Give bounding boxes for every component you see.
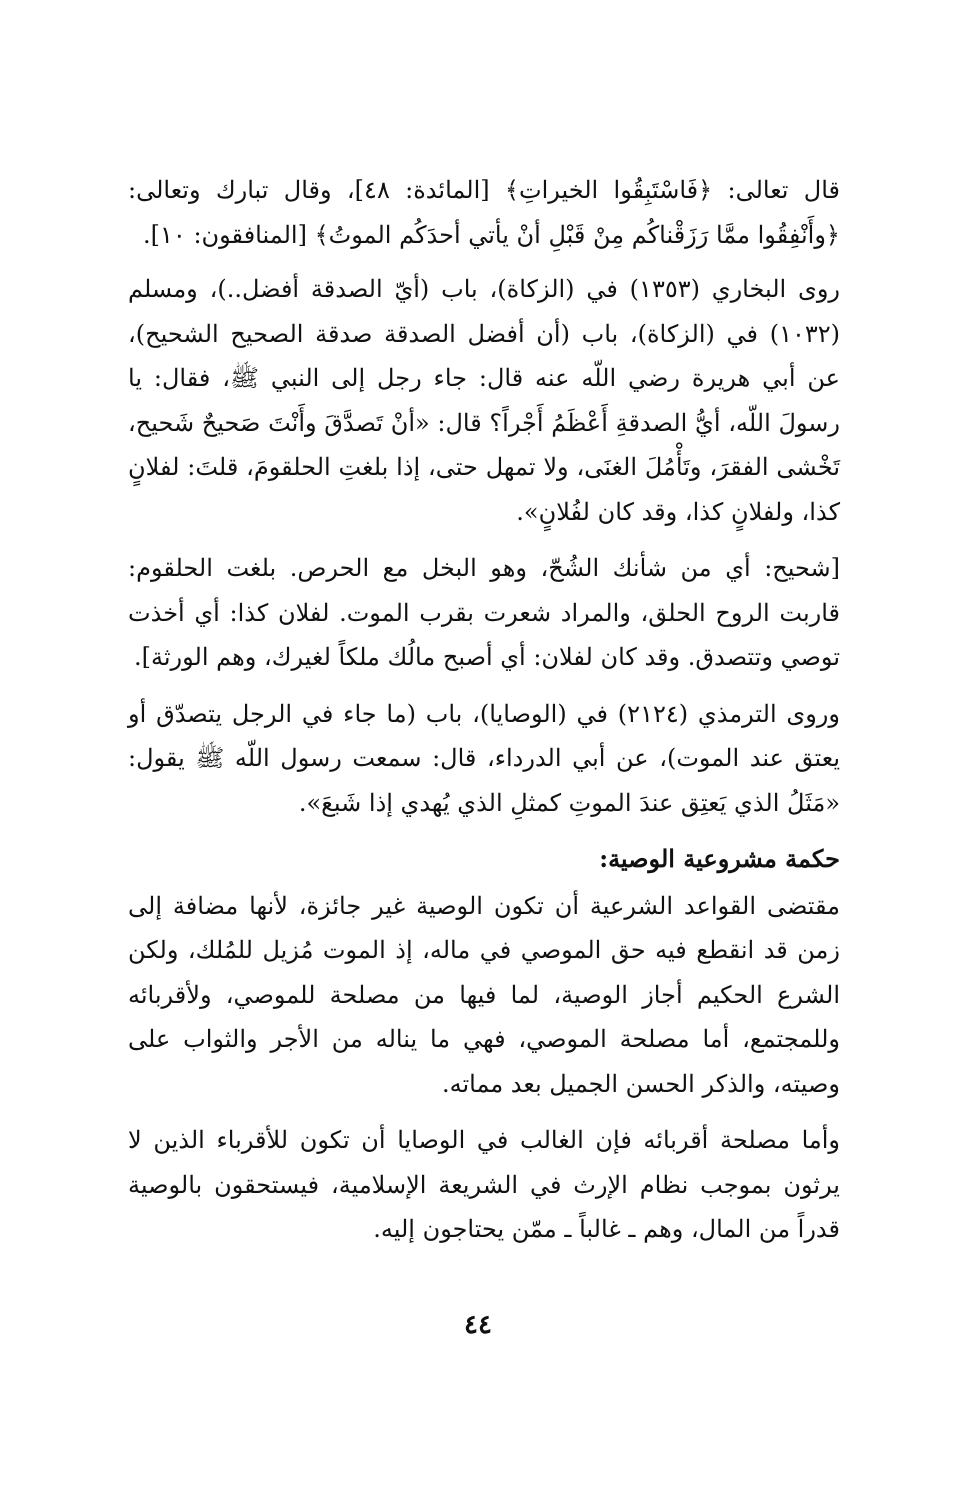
section-heading: حكمة مشروعية الوصية: [599,844,840,873]
relatives-benefit-paragraph: وأما مصلحة أقربائه فإن الغالب في الوصايا أن تكون للأقرباء الذين لا يرثون بموجب نظام الإرث في الشريعة الإسلامية، فيستحقون بالوصية قدراً من المال، وهم ـ غالباً ـ ممّن يحتاجون إليه. [128,1126,840,1243]
glossary-paragraph: [شحيح: أي من شأنك الشُحّ، وهو البخل مع الحرص. بلغت الحلقوم: قاربت الروح الحلق، والمراد شعرت بقرب الموت. لفلان كذا: أي أخذت توصي وتتصدق. وقد كان لفلان: أي أصبح مالُك ملكاً لغيرك، وهم الورثة]. [128,554,840,671]
page-body [128,168,840,1264]
tirmidhi-hadith-paragraph: وروى الترمذي (٢١٢٤) في (الوصايا)، باب (ما جاء في الرجل يتصدّق أو يعتق عند الموت)، عن أبي الدرداء، قال: سمعت رسول اللّه ﷺ يقول: «مَثَلُ الذي يَعتِق عندَ الموتِ كمثلِ الذي يُهدي إذا شَبعَ». [128,699,840,817]
bukhari-hadith-paragraph: روى البخاري (١٣٥٣) في (الزكاة)، باب (أيّ الصدقة أفضل..)، ومسلم (١٠٣٢) في (الزكاة)، باب (أن أفضل الصدقة صدقة الصحيح الشحيح)، عن أبي هريرة رضي اللّه عنه قال: جاء رجل إلى النبي ﷺ، فقال: يا رسولَ اللّه، أيُّ الصدقةِ أَعْظَمُ أَجْراً؟ قال: «أنْ تَصدَّقَ وأَنْتَ صَحيحٌ شَحيح، تَخْشى الفقرَ، وتَأْمُلَ الغنَى، ولا تمهل حتى، إذا بلغتِ الحلقومَ، قلتَ: لفلانٍ كذا، ولفلانٍ كذا، وقد كان لفُلانٍ». [128,275,840,526]
quran-verses-paragraph: قال تعالى: ﴿فَاسْتَبِقُوا الخيراتِ﴾ [المائدة: ٤٨]، وقال تبارك وتعالى: ﴿وأَنْفِقُوا ممَّا رَزَقْناكُم مِنْ قَبْلِ أنْ يأتي أحدَكُم الموتُ﴾ [المنافقون: ١٠]. [128,176,840,249]
wisdom-paragraph: مقتضى القواعد الشرعية أن تكون الوصية غير جائزة، لأنها مضافة إلى زمن قد انقطع فيه حق الموصي في ماله، إذ الموت مُزيل للمُلك، ولكن الشرع الحكيم أجاز الوصية، لما فيها من مصلحة للموصي، ولأقربائه وللمجتمع، أما مصلحة الموصي، فهي ما يناله من الأجر والثواب على وصيته، والذكر الحسن الجميل بعد مماته. [128,891,841,1098]
page-number: ٤٤ [464,1310,492,1340]
